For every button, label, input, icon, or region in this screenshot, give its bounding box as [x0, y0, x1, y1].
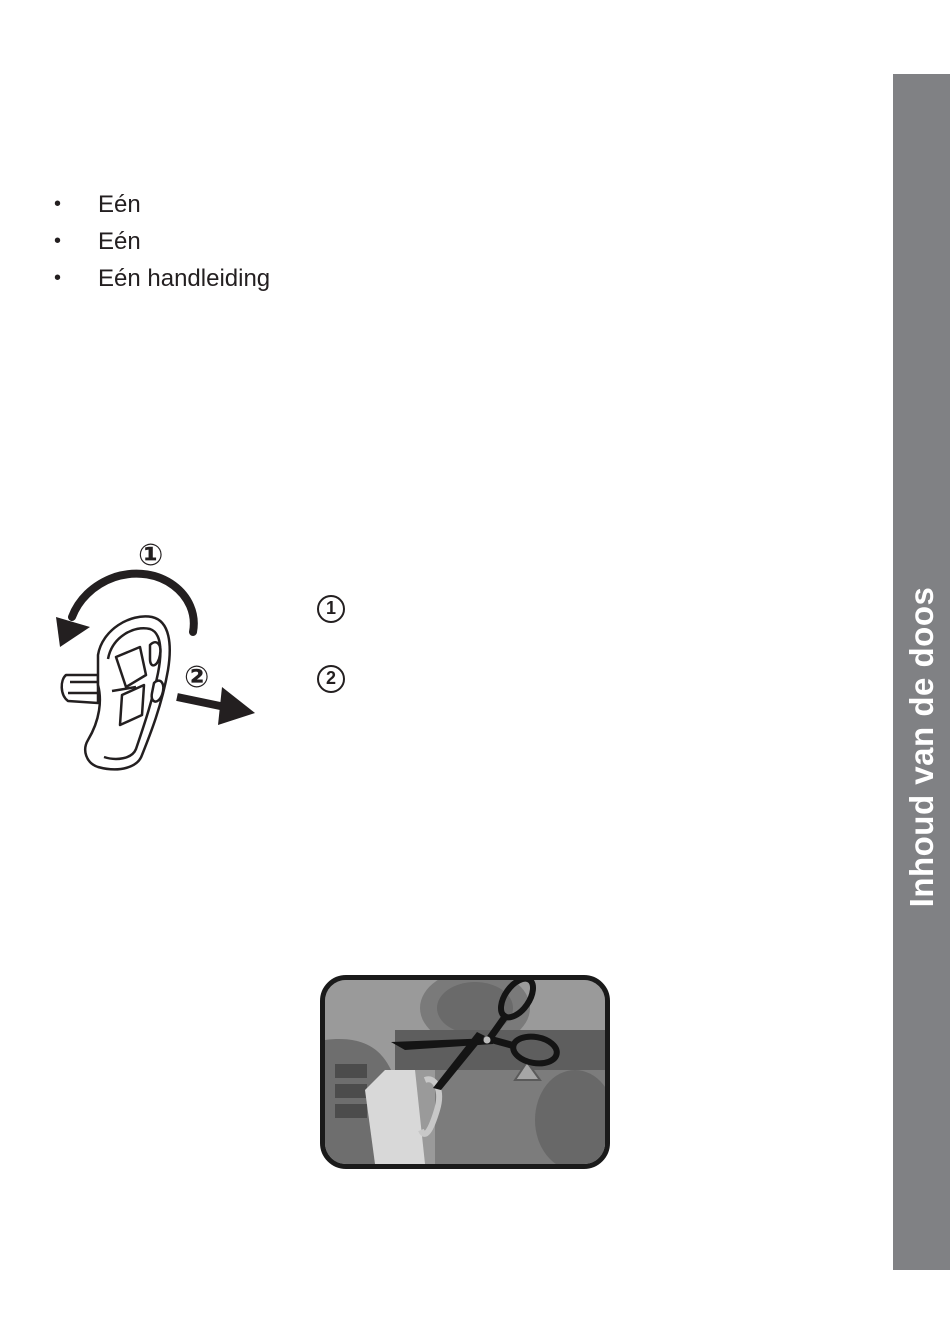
figure-step-2-label: ② — [184, 660, 210, 695]
cut-tie-photo — [320, 975, 610, 1169]
lock-body — [62, 616, 170, 769]
figure-step-1-label: ① — [138, 538, 164, 573]
bullet: • — [54, 230, 62, 252]
list-item — [54, 260, 270, 297]
section-tab-label: Inhoud van de doos — [902, 586, 940, 908]
contents-list — [54, 186, 270, 297]
bullet: • — [54, 267, 62, 289]
list-item — [54, 223, 270, 260]
list-item-text: Eén — [98, 227, 141, 255]
step-1-marker: 1 — [317, 595, 345, 623]
bullet: • — [54, 193, 62, 215]
packaging-lock-illustration — [50, 535, 270, 780]
step-2-marker: 2 — [317, 665, 345, 693]
list-item-text: Eén — [98, 190, 141, 218]
list-item-text: Eén handleiding — [98, 264, 271, 292]
photo-scene — [325, 980, 605, 1164]
section-side-tab — [893, 74, 950, 1270]
list-item — [54, 186, 270, 223]
